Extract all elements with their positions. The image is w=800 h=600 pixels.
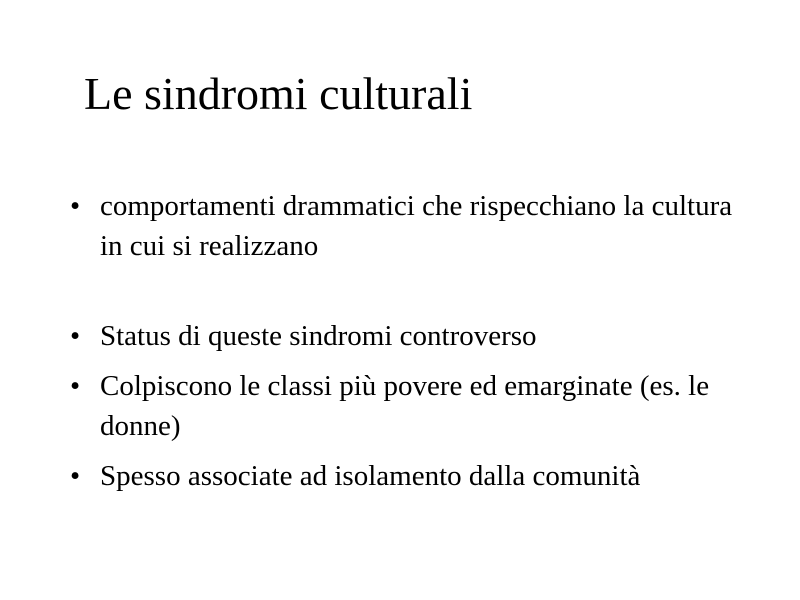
- slide-title: Le sindromi culturali: [84, 68, 473, 119]
- bullet-item: [70, 456, 750, 496]
- bullet-text: Spesso associate ad isolamento dalla comunità: [100, 460, 641, 492]
- bullet-icon: •: [70, 320, 81, 352]
- bullet-list: [70, 186, 750, 506]
- bullet-item: [70, 366, 750, 446]
- bullet-item: [70, 316, 750, 356]
- bullet-icon: •: [70, 370, 81, 402]
- bullet-text: comportamenti drammatici che rispecchiano la cultura in cui si realizzano: [100, 190, 733, 262]
- bullet-icon: •: [70, 190, 81, 222]
- bullet-text: Colpiscono le classi più povere ed emarginate (es. le donne): [100, 370, 710, 442]
- bullet-text: Status di queste sindromi controverso: [100, 320, 537, 352]
- bullet-icon: •: [70, 460, 81, 492]
- bullet-item: [70, 186, 750, 266]
